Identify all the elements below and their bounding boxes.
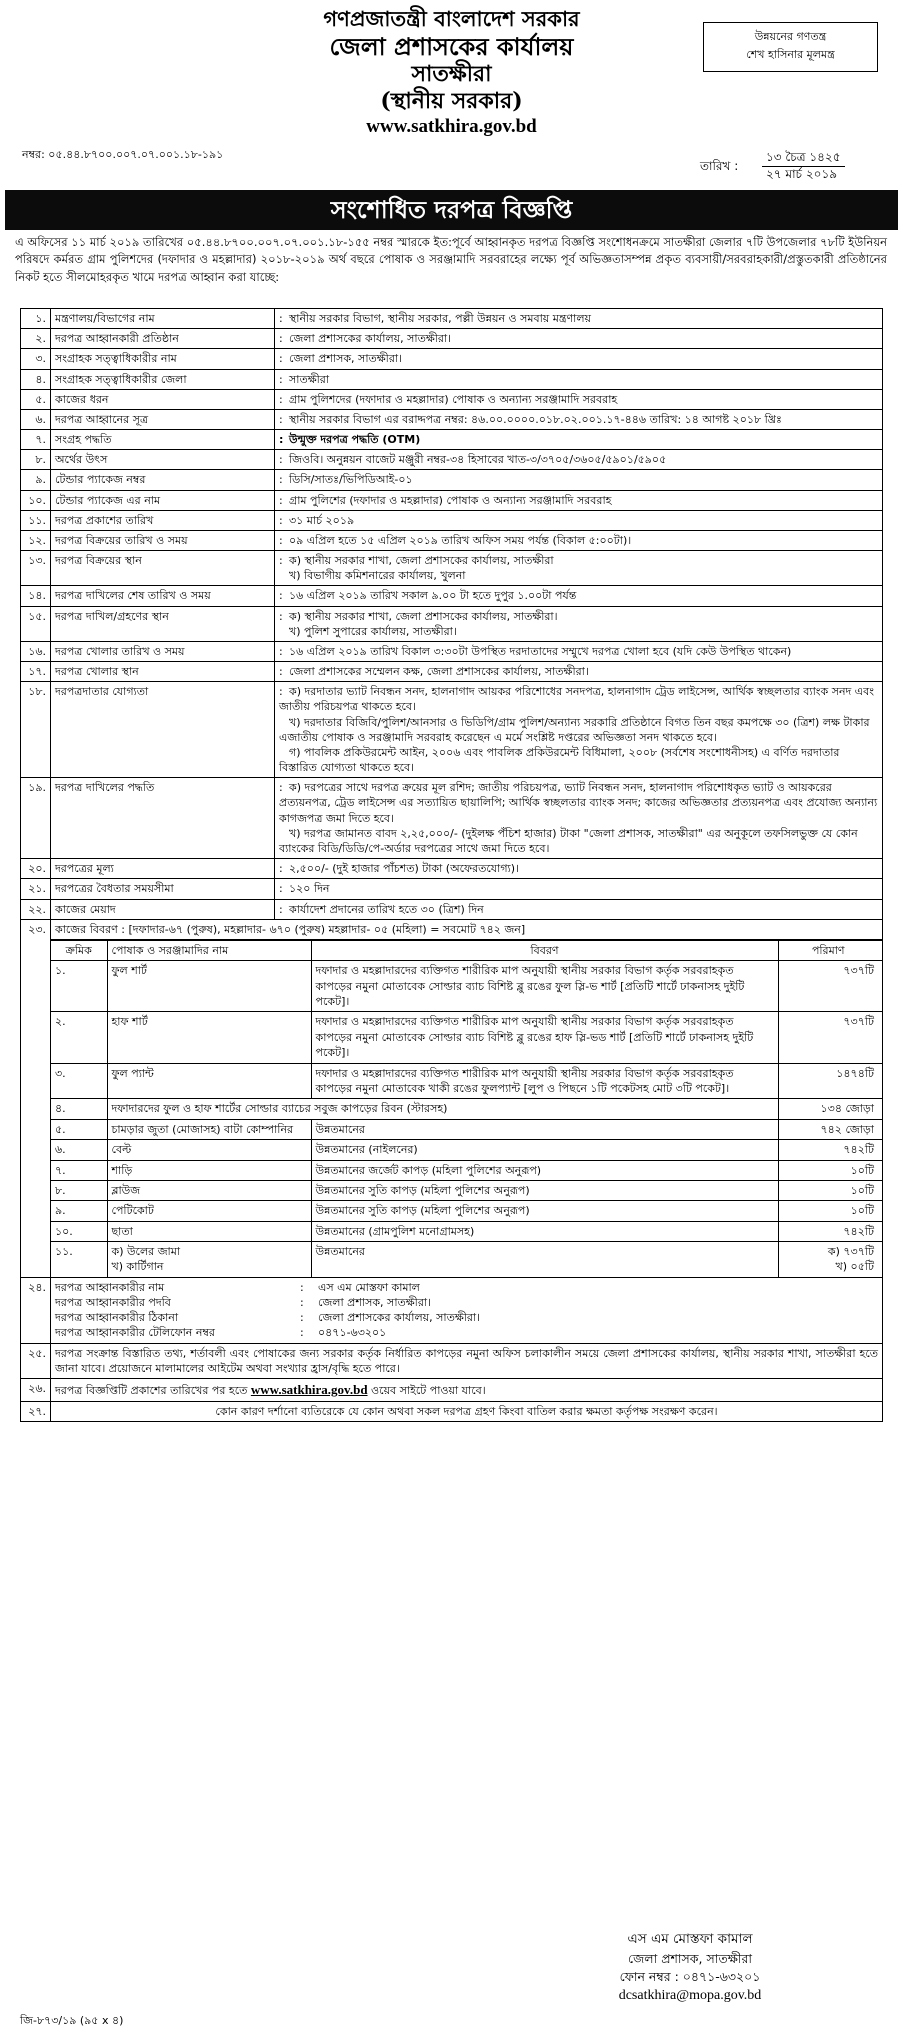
memo-number: নম্বর: ০৫.৪৪.৮৭০০.০০৭.০৭.০০১.১৮-১৯১ bbox=[22, 148, 224, 161]
value-text: উন্মুক্ত দরপত্র পদ্ধতি (OTM) bbox=[289, 433, 421, 447]
work-description-head: কাজের বিবরণ : [দফাদার-৬৭ (পুরুষ), মহল্লাদার- ৬৭০ (পুরুষ) মহল্লাদার- ০৫ (মহিলা) = সবমোট ৭৪২ জন] bbox=[51, 920, 882, 940]
row-label: দরপত্র দাখিলের পদ্ধতি bbox=[51, 778, 275, 859]
info-row bbox=[21, 389, 883, 409]
value-text: খ) পুলিশ সুপারের কার্যালয়, সাতক্ষীরা। bbox=[289, 624, 457, 638]
value-text: ক) দরপত্রের সাথে দরপত্র ক্রয়ের মূল রশিদ; জাতীয় পরিচয়পত্র, ভ্যাট নিবন্ধন সনদ, হালনাগাদ পরিশোধকৃত ভ্যাট ও আয়করের প্রত্যয়নপত্র, ট্রেড লাইসেন্স এর সত্যায়িত ছায়ালিপি; আর্থিক স্বচ্ছলতার ব্যাংক সনদ; কাজের অভিজ্ঞতার প্রত্যয়নপত্র এবং প্রযোজ্য অন্যান্য কাগজপত্র জমা দিতে হবে। bbox=[279, 781, 878, 825]
colon: : bbox=[279, 644, 283, 658]
signatory-email[interactable]: dcsatkhira@mopa.gov.bd bbox=[618, 1987, 762, 2003]
item-name: ফুল শার্ট bbox=[107, 961, 311, 1012]
motto-box bbox=[703, 22, 878, 72]
value-text: জেলা প্রশাসকের সম্মেলন কক্ষ, জেলা প্রশাসকের কার্যালয়, সাতক্ষীরা। bbox=[289, 665, 589, 679]
value-text: ৩১ মার্চ ২০১৯ bbox=[289, 513, 355, 527]
caller-info-label: দরপত্র আহ্বানকারীর পদবি bbox=[55, 1296, 171, 1310]
colon: : bbox=[279, 433, 284, 447]
row-label: দরপত্র বিক্রয়ের তারিখ ও সময় bbox=[51, 530, 275, 550]
item-row bbox=[51, 1242, 882, 1277]
row-label: দরপত্রের বৈধতার সময়সীমা bbox=[51, 879, 275, 899]
caller-info-value: এস এম মোস্তফা কামাল bbox=[318, 1280, 420, 1294]
item-serial: ৩. bbox=[51, 1063, 107, 1099]
colon: : bbox=[279, 781, 283, 795]
colon: : bbox=[300, 1311, 304, 1325]
value-text: ১৬ এপ্রিল ২০১৯ তারিখ বিকাল ৩:৩০টা উপস্থিত দরদাতাদের সম্মুখে দরপত্র খোলা হবে (যদি কেউ উপস্থিত থাকেন) bbox=[289, 644, 792, 658]
row-number: ৬. bbox=[21, 409, 51, 429]
value-text: সাতক্ষীরা bbox=[289, 372, 330, 386]
row-value bbox=[275, 641, 883, 661]
item-quantity: ৭৩৭টি bbox=[778, 961, 882, 1012]
item-name: ফুল প্যান্ট bbox=[107, 1063, 311, 1099]
item-serial: ১. bbox=[51, 961, 107, 1012]
row-value bbox=[275, 329, 883, 349]
colon: : bbox=[279, 312, 283, 325]
colon: : bbox=[279, 609, 283, 623]
row-number: ১৮. bbox=[21, 682, 51, 778]
item-name: বেল্ট bbox=[107, 1140, 311, 1160]
value-text: জেলা প্রশাসকের কার্যালয়, সাতক্ষীরা। bbox=[289, 332, 452, 346]
value-line bbox=[279, 715, 878, 745]
colon: : bbox=[300, 1296, 304, 1310]
info-row bbox=[21, 1378, 883, 1401]
row-number: ১৩. bbox=[21, 551, 51, 586]
colon: : bbox=[279, 352, 283, 366]
row-label: দরপত্রের মূল্য bbox=[51, 859, 275, 879]
value-text: জিওবি। অনুন্নয়ন বাজেট মঞ্জুরী নম্বর-৩৪ হিসাবের খাত-৩/৩৭০৫/৩৬০৫/৫৯০১/৫৯০৫ bbox=[289, 453, 667, 467]
row-value bbox=[275, 586, 883, 606]
item-row bbox=[51, 1140, 882, 1160]
row-value bbox=[275, 430, 883, 450]
value-line bbox=[279, 452, 878, 467]
info-row bbox=[21, 1401, 883, 1421]
info-row bbox=[21, 879, 883, 899]
row-label: কাজের ধরন bbox=[51, 389, 275, 409]
info-row bbox=[21, 349, 883, 369]
row-label: মন্ত্রণালয়/বিভাগের নাম bbox=[51, 309, 275, 329]
colon: : bbox=[279, 473, 283, 487]
caller-info-label: দরপত্র আহ্বানকারীর ঠিকানা bbox=[55, 1311, 179, 1325]
row-number: ১২. bbox=[21, 530, 51, 550]
item-description: উন্নতমানের জর্জেট কাপড় (মহিলা পুলিশের অনুরূপ) bbox=[311, 1160, 778, 1180]
row-number: ১৯. bbox=[21, 778, 51, 859]
value-text: ১২০ দিন bbox=[289, 882, 330, 896]
item-quantity: ক) ৭৩৭টি খ) ০৫টি bbox=[778, 1242, 882, 1277]
info-row bbox=[21, 409, 883, 429]
row-value bbox=[275, 879, 883, 899]
info-row bbox=[21, 490, 883, 510]
row-value bbox=[275, 409, 883, 429]
item-description: দফাদার ও মহল্লাদারদের ব্যক্তিগত শারীরিক মাপ অনুযায়ী স্থানীয় সরকার বিভাগ কর্তৃক সরবরাহকৃত কাপড়ের নমুনা মোতাবেক খাকী রঙের ফুলপ্যান্ট [লুপ ও পিছনে ১টি পকেটসহ মোট ৩টি পকেট]। bbox=[311, 1063, 778, 1099]
items-header-row bbox=[51, 940, 882, 960]
item-row bbox=[51, 1160, 882, 1180]
row-value bbox=[275, 662, 883, 682]
colon: : bbox=[279, 412, 283, 426]
caller-info-line bbox=[55, 1310, 878, 1325]
row-value bbox=[275, 510, 883, 530]
item-name: দফাদারদের ফুল ও হাফ শার্টের সোল্ডার ব্যাচের সবুজ কাপড়ের রিবন (স্টারসহ) bbox=[107, 1099, 778, 1119]
value-text: খ) দরদাতার বিজিবি/পুলিশ/আনসার ও ভিডিপি/গ্রাম পুলিশ/অন্যান্য সরকারি প্রতিষ্ঠানে বিগত তিন বছর কমপক্ষে ৩০ (ত্রিশ) লক্ষ টাকার এজাতীয় পোষাক ও সরঞ্জামাদি সরবরাহ করেছেন এ মর্মে সংশ্লিষ্ট দপ্তরের অভিজ্ঞতা সনদ থাকতে হবে। bbox=[279, 715, 870, 744]
row-label: দরপত্রদাতার যোগ্যতা bbox=[51, 682, 275, 778]
info-row bbox=[21, 1343, 883, 1378]
item-description: উন্নতমানের সুতি কাপড় (মহিলা পুলিশের অনুরূপ) bbox=[311, 1180, 778, 1200]
item-quantity: ১০টি bbox=[778, 1201, 882, 1221]
value-text: কার্যাদেশ প্রদানের তারিখ হতে ৩০ (ত্রিশ) দিন bbox=[289, 902, 484, 916]
value-line bbox=[279, 624, 878, 639]
row-value bbox=[275, 551, 883, 586]
row-label: সংগ্রাহক সত্ত্বাধিকারীর জেলা bbox=[51, 369, 275, 389]
caller-info-value: জেলা প্রশাসক, সাতক্ষীরা। bbox=[318, 1296, 431, 1310]
value-line bbox=[279, 311, 878, 326]
item-serial: ৬. bbox=[51, 1140, 107, 1160]
row-value bbox=[275, 682, 883, 778]
item-serial: ৭. bbox=[51, 1160, 107, 1180]
row-label: সংগ্রাহক সত্ত্বাধিকারীর নাম bbox=[51, 349, 275, 369]
items-col-header: বিবরণ bbox=[311, 940, 778, 960]
work-description-row bbox=[21, 919, 883, 1277]
row-value bbox=[275, 369, 883, 389]
row-label: দরপত্র আহ্বানের সূত্র bbox=[51, 409, 275, 429]
item-row bbox=[51, 961, 882, 1012]
item-serial: ৪. bbox=[51, 1099, 107, 1119]
row-number: ১৭. bbox=[21, 662, 51, 682]
row-number: ১. bbox=[21, 309, 51, 329]
info-row bbox=[21, 530, 883, 550]
value-text: স্থানীয় সরকার বিভাগ, স্থানীয় সরকার, পল্লী উন্নয়ন ও সমবায় মন্ত্রণালয় bbox=[289, 312, 592, 325]
row-label: টেন্ডার প্যাকেজ এর নাম bbox=[51, 490, 275, 510]
letterhead bbox=[0, 0, 903, 155]
item-name: ক) উলের জামা খ) কার্টিগান bbox=[107, 1242, 311, 1277]
value-text: খ) দরপত্র জামানত বাবদ ২,২৫,০০০/- (দুইলক্ষ পঁচিশ হাজার) টাকা "জেলা প্রশাসক, সাতক্ষীরা" এর অনুকূলে তফসিলভুক্ত যে কোন ব্যাংকের বিডি/ডিডি/পে-অর্ডার দরপত্রের সাথে জমা দিতে হবে। bbox=[279, 826, 858, 855]
item-serial: ৯. bbox=[51, 1201, 107, 1221]
row-number: ১০. bbox=[21, 490, 51, 510]
row-value bbox=[275, 778, 883, 859]
info-row bbox=[21, 309, 883, 329]
colon: : bbox=[279, 902, 283, 916]
value-line bbox=[279, 331, 878, 346]
tender-caller-row bbox=[21, 1277, 883, 1343]
row-label: দরপত্র দাখিল/গ্রহণের স্থান bbox=[51, 606, 275, 641]
value-text: ডিসি/সাতঃ/ভিপিডিআই-০১ bbox=[289, 473, 413, 487]
caller-info-line bbox=[55, 1295, 878, 1310]
value-line bbox=[279, 588, 878, 603]
colon: : bbox=[279, 533, 283, 547]
row-number: ৪. bbox=[21, 369, 51, 389]
date-label: তারিখ : bbox=[700, 159, 739, 173]
motto-line: উন্নয়নের গণতন্ত্র bbox=[754, 30, 827, 43]
signature-block bbox=[560, 1930, 820, 2006]
signatory-phone: ফোন নম্বর : ০৪৭১-৬৩২০১ bbox=[619, 1968, 761, 1984]
colon: : bbox=[279, 589, 283, 603]
colon: : bbox=[279, 453, 283, 467]
row-number: ১১. bbox=[21, 510, 51, 530]
row-value bbox=[275, 389, 883, 409]
info-row bbox=[21, 641, 883, 661]
value-line bbox=[279, 664, 878, 679]
notice-title-banner: সংশোধিত দরপত্র বিজ্ঞপ্তি bbox=[5, 190, 898, 230]
value-line bbox=[279, 372, 878, 387]
value-line bbox=[279, 568, 878, 583]
caller-info-line bbox=[55, 1280, 878, 1295]
row-number: ৯. bbox=[21, 470, 51, 490]
value-line bbox=[279, 861, 878, 876]
value-text: গ্রাম পুলিশদের (দফাদার ও মহল্লাদার) পোষাক ও অন্যান্য সরঞ্জামাদি সরবরাহ bbox=[289, 392, 618, 406]
row-label: সংগ্রহ পদ্ধতি bbox=[51, 430, 275, 450]
section-name: (স্থানীয় সরকার) bbox=[380, 87, 523, 114]
item-row bbox=[51, 1099, 882, 1119]
item-quantity: ১০টি bbox=[778, 1160, 882, 1180]
row-value bbox=[275, 490, 883, 510]
date-block bbox=[762, 150, 845, 182]
info-row bbox=[21, 510, 883, 530]
value-text: গ) পাবলিক প্রকিউরমেন্ট আইন, ২০০৬ এবং পাবলিক প্রকিউরমেন্ট বিধিমালা, ২০০৮ (সর্বশেষ সংশোধনীসহ) এ বর্ণিত দরদাতার বিস্তারিত যোগ্যতা থাকতে হবে। bbox=[279, 745, 840, 775]
item-row bbox=[51, 1180, 882, 1200]
value-line bbox=[279, 553, 878, 568]
row-text: কোন কারণ দর্শানো ব্যতিরেকে যে কোন অথবা সকল দরপত্র গ্রহণ কিংবা বাতিল করার ক্ষমতা কর্তৃপক্ষ সংরক্ষণ করেন। bbox=[51, 1401, 883, 1421]
value-line bbox=[279, 881, 878, 896]
row-number: ১৫. bbox=[21, 606, 51, 641]
info-row bbox=[21, 778, 883, 859]
info-row bbox=[21, 470, 883, 490]
colon: : bbox=[279, 882, 283, 896]
item-row bbox=[51, 1221, 882, 1241]
work-description-cell bbox=[51, 919, 883, 1277]
item-description: উন্নতমানের (গ্রামপুলিশ মনোগ্রামসহ) bbox=[311, 1221, 778, 1241]
row-number: ২৩. bbox=[21, 919, 51, 1277]
colon: : bbox=[300, 1280, 304, 1294]
colon: : bbox=[279, 513, 283, 527]
row-number: ৫. bbox=[21, 389, 51, 409]
item-description: উন্নতমানের সুতি কাপড় (মহিলা পুলিশের অনুরূপ) bbox=[311, 1201, 778, 1221]
publication-reference: জি-৮৭৩/১৯ (৯৫ x ৪) bbox=[20, 2014, 124, 2027]
item-serial: ২. bbox=[51, 1012, 107, 1063]
signatory-name: এস এম মোস্তফা কামাল bbox=[627, 1931, 753, 1947]
info-row bbox=[21, 586, 883, 606]
row-number: ১৪. bbox=[21, 586, 51, 606]
value-text: ২,৫০০/- (দুই হাজার পাঁচশত) টাকা (অফেরতযোগ্য)। bbox=[289, 862, 519, 876]
row-value bbox=[275, 859, 883, 879]
colon: : bbox=[279, 862, 283, 876]
item-row bbox=[51, 1119, 882, 1139]
item-row bbox=[51, 1012, 882, 1063]
value-line bbox=[279, 392, 878, 407]
item-description: উন্নতমানের bbox=[311, 1242, 778, 1277]
website-link[interactable]: www.satkhira.gov.bd bbox=[366, 115, 537, 137]
row-value bbox=[275, 470, 883, 490]
caller-info-label: দরপত্র আহ্বানকারীর নাম bbox=[55, 1280, 165, 1294]
row-value bbox=[275, 309, 883, 329]
item-quantity: ১৩৪ জোড়া bbox=[778, 1099, 882, 1119]
value-line bbox=[279, 412, 878, 427]
info-row bbox=[21, 329, 883, 349]
row-number: ২১. bbox=[21, 879, 51, 899]
caller-info-label: দরপত্র আহ্বানকারীর টেলিফোন নম্বর bbox=[55, 1326, 215, 1340]
item-description: উন্নতমানের bbox=[311, 1119, 778, 1139]
row-number: ২৬. bbox=[21, 1378, 51, 1401]
item-quantity: ১৪৭৪টি bbox=[778, 1063, 882, 1099]
value-text: খ) বিভাগীয় কমিশনারের কার্যালয়, খুলনা bbox=[289, 569, 466, 583]
info-row bbox=[21, 899, 883, 919]
colon: : bbox=[279, 685, 283, 699]
value-line bbox=[279, 533, 878, 548]
item-name: হাফ শার্ট bbox=[107, 1012, 311, 1063]
text-before-link: দরপত্র বিজ্ঞপ্তিটি প্রকাশের তারিখের পর হতে bbox=[55, 1383, 248, 1397]
value-line bbox=[279, 513, 878, 528]
caller-info-value: জেলা প্রশাসকের কার্যালয়, সাতক্ষীরা। bbox=[318, 1311, 481, 1325]
value-line bbox=[279, 493, 878, 508]
district-name: সাতক্ষীরা bbox=[411, 60, 492, 87]
value-text: ক) দরদাতার ভ্যাট নিবন্ধন সনদ, হালনাগাদ আয়কর পরিশোধের সনদপত্র, হালনাগাদ ট্রেড লাইসেন্স, আর্থিক স্বচ্ছলতার ব্যাংক সনদ এবং জাতীয় পরিচয়পত্র থাকতে হবে। bbox=[279, 685, 875, 714]
item-serial: ৫. bbox=[51, 1119, 107, 1139]
item-quantity: ৭৪২টি bbox=[778, 1221, 882, 1241]
row-number: ২. bbox=[21, 329, 51, 349]
item-name: চামড়ার জুতা (মোজাসহ) বাটা কোম্পানির bbox=[107, 1119, 311, 1139]
item-description: দফাদার ও মহল্লাদারদের ব্যক্তিগত শারীরিক মাপ অনুযায়ী স্থানীয় সরকার বিভাগ কর্তৃক সরবরাহকৃত কাপড়ের নমুনা মোতাবেক সোল্ডার ব্যাচ বিশিষ্ট ব্লু রঙের ফুল স্লি-ভ শার্ট [প্রতিটি শার্টে ঢাকনাসহ দুইটি পকেট]। bbox=[311, 961, 778, 1012]
row-label: কাজের মেয়াদ bbox=[51, 899, 275, 919]
value-line bbox=[279, 644, 878, 659]
item-quantity: ১০টি bbox=[778, 1180, 882, 1200]
value-text: জেলা প্রশাসক, সাতক্ষীরা। bbox=[289, 352, 402, 366]
info-row bbox=[21, 551, 883, 586]
row-number: ২০. bbox=[21, 859, 51, 879]
value-line bbox=[279, 609, 878, 624]
row-label: দরপত্র আহ্বানকারী প্রতিষ্ঠান bbox=[51, 329, 275, 349]
row-label: দরপত্র বিক্রয়ের স্থান bbox=[51, 551, 275, 586]
text-after-link: ওয়েব সাইটে পাওয়া যাবে। bbox=[371, 1383, 486, 1397]
value-line bbox=[279, 902, 878, 917]
value-line bbox=[279, 432, 878, 447]
row-number: ৭. bbox=[21, 430, 51, 450]
row-value bbox=[275, 899, 883, 919]
row-value bbox=[275, 349, 883, 369]
colon: : bbox=[279, 372, 283, 386]
value-text: স্থানীয় সরকার বিভাগ এর বরাদ্দপত্র নম্বর: ৪৬.০০.০০০০.০১৮.০২.০০১.১৭-৪৪৬ তারিখ: ১৪ আগষ্ট ২০১৮ খ্রিঃ bbox=[289, 412, 782, 426]
item-name: শাড়ি bbox=[107, 1160, 311, 1180]
item-description: দফাদার ও মহল্লাদারদের ব্যক্তিগত শারীরিক মাপ অনুযায়ী স্থানীয় সরকার বিভাগ কর্তৃক সরবরাহকৃত কাপড়ের নমুনা মোতাবেক সোল্ডার ব্যাচ বিশিষ্ট ব্লু রঙের হাফ স্লি-ভড শার্ট [প্রতিটি শার্টে ঢাকনাসহ দুইটি পকেট]। bbox=[311, 1012, 778, 1063]
value-line bbox=[279, 780, 878, 826]
item-quantity: ৭৩৭টি bbox=[778, 1012, 882, 1063]
item-serial: ১০. bbox=[51, 1221, 107, 1241]
signatory-designation: জেলা প্রশাসক, সাতক্ষীরা bbox=[628, 1950, 752, 1966]
value-text: গ্রাম পুলিশের (দফাদার ও মহল্লাদার) পোষাক ও অন্যান্য সরঞ্জামাদি সরবরাহ bbox=[289, 493, 612, 507]
colon: : bbox=[279, 392, 283, 406]
info-row bbox=[21, 450, 883, 470]
item-name: ব্লাউজ bbox=[107, 1180, 311, 1200]
row-value bbox=[275, 530, 883, 550]
colon: : bbox=[279, 332, 283, 346]
row-label: দরপত্র খোলার তারিখ ও সময় bbox=[51, 641, 275, 661]
caller-info-line bbox=[55, 1325, 878, 1340]
colon: : bbox=[300, 1326, 304, 1340]
row-label: দরপত্র দাখিলের শেষ তারিখ ও সময় bbox=[51, 586, 275, 606]
item-row bbox=[51, 1201, 882, 1221]
info-row bbox=[21, 682, 883, 778]
item-quantity: ৭৪২টি bbox=[778, 1140, 882, 1160]
intro-paragraph: এ অফিসের ১১ মার্চ ২০১৯ তারিখের ০৫.৪৪.৮৭০০.০০৭.০৭.০০১.১৮-১৫৫ নম্বর স্মারকে ইত:পূর্বে আহ্বানকৃত দরপত্র বিজ্ঞপ্তি সংশোধনক্রমে সাতক্ষীরা জেলার ৭টি উপজেলার ৭৮টি ইউনিয়ন পরিষদে কর্মরত গ্রাম পুলিশদের (দফাদার ও মহল্লাদার) ২০১৮-২০১৯ অর্থ বছরে পোষাক ও সরঞ্জামাদি সরবরাহের লক্ষ্যে পূর্ব অভিজ্ঞতাসম্পন্ন প্রকৃত ব্যবসায়ী/সরবরাহকারী/প্রস্তুতকারী প্রতিষ্ঠানের নিকট হতে সীলমোহরকৃত খামে দরপত্র আহ্বান করা যাচ্ছে: bbox=[15, 235, 887, 284]
value-line bbox=[279, 745, 878, 775]
row-label: টেন্ডার প্যাকেজ নম্বর bbox=[51, 470, 275, 490]
value-line bbox=[279, 351, 878, 366]
items-table bbox=[51, 940, 882, 1277]
colon: : bbox=[279, 665, 283, 679]
value-text: ক) স্থানীয় সরকার শাখা, জেলা প্রশাসকের কার্যালয়, সাতক্ষীরা। bbox=[289, 609, 558, 623]
value-text: ১৬ এপ্রিল ২০১৯ তারিখ সকাল ৯.০০ টা হতে দুপুর ১.০০টা পর্যন্ত bbox=[289, 589, 577, 603]
date-english: ২৭ মার্চ ২০১৯ bbox=[766, 166, 838, 181]
value-text: ক) স্থানীয় সরকার শাখা, জেলা প্রশাসকের কার্যালয়, সাতক্ষীরা bbox=[289, 554, 554, 568]
date-bangla: ১৩ চৈত্র ১৪২৫ bbox=[762, 150, 845, 167]
info-row bbox=[21, 430, 883, 450]
item-serial: ১১. bbox=[51, 1242, 107, 1277]
row-number: ৩. bbox=[21, 349, 51, 369]
info-row bbox=[21, 369, 883, 389]
value-line bbox=[279, 826, 878, 856]
item-name: পেটিকোট bbox=[107, 1201, 311, 1221]
row-label: দরপত্র প্রকাশের তারিখ bbox=[51, 510, 275, 530]
info-row bbox=[21, 606, 883, 641]
row-label: অর্থের উৎস bbox=[51, 450, 275, 470]
row-number: ২৪. bbox=[21, 1277, 51, 1343]
govt-name: গণপ্রজাতন্ত্রী বাংলাদেশ সরকার bbox=[323, 6, 580, 31]
row-number: ৮. bbox=[21, 450, 51, 470]
row-number: ২২. bbox=[21, 899, 51, 919]
row-number: ১৬. bbox=[21, 641, 51, 661]
row-number: ২৭. bbox=[21, 1401, 51, 1421]
info-row bbox=[21, 662, 883, 682]
items-col-header: পোষাক ও সরঞ্জামাদির নাম bbox=[107, 940, 311, 960]
item-description: উন্নতমানের (নাইলনের) bbox=[311, 1140, 778, 1160]
info-row bbox=[21, 859, 883, 879]
tender-caller-cell bbox=[51, 1277, 883, 1343]
item-row bbox=[51, 1063, 882, 1099]
row-text bbox=[51, 1378, 883, 1401]
colon: : bbox=[279, 493, 283, 507]
row-number: ২৫. bbox=[21, 1343, 51, 1378]
value-line bbox=[279, 472, 878, 487]
row-value bbox=[275, 606, 883, 641]
caller-info-value: ০৪৭১-৬৩২০১ bbox=[318, 1326, 387, 1340]
item-name: ছাতা bbox=[107, 1221, 311, 1241]
row-text: দরপত্র সংক্রান্ত বিস্তারিত তথ্য, শর্তাবলী এবং পোষাকের জন্য সরকার কর্তৃক নির্ধারিত কাপড়ের নমুনা অফিস চলাকালীন সময়ে জেলা প্রশাসকের কার্যালয়, স্থানীয় সরকার শাখা, সাতক্ষীরা হতে জানা যাবে। প্রয়োজনে মালামালের আইটেম অথবা সংখ্যার হ্রাস/বৃদ্ধি হতে পারে। bbox=[51, 1343, 883, 1378]
row-label: দরপত্র খোলার স্থান bbox=[51, 662, 275, 682]
colon: : bbox=[279, 554, 283, 568]
value-line bbox=[279, 684, 878, 714]
item-quantity: ৭৪২ জোড়া bbox=[778, 1119, 882, 1139]
value-text: ০৯ এপ্রিল হতে ১৫ এপ্রিল ২০১৯ তারিখ অফিস সময় পর্যন্ত (বিকাল ৫:০০টা)। bbox=[289, 533, 632, 547]
tender-info-table bbox=[20, 308, 883, 1422]
item-serial: ৮. bbox=[51, 1180, 107, 1200]
motto-line: শেখ হাসিনার মূলমন্ত্র bbox=[746, 47, 835, 61]
items-col-header: পরিমাণ bbox=[778, 940, 882, 960]
office-name: জেলা প্রশাসকের কার্যালয় bbox=[329, 31, 574, 61]
row-value bbox=[275, 450, 883, 470]
website-link[interactable]: www.satkhira.gov.bd bbox=[250, 1381, 368, 1397]
items-col-header: ক্রমিক bbox=[51, 940, 107, 960]
